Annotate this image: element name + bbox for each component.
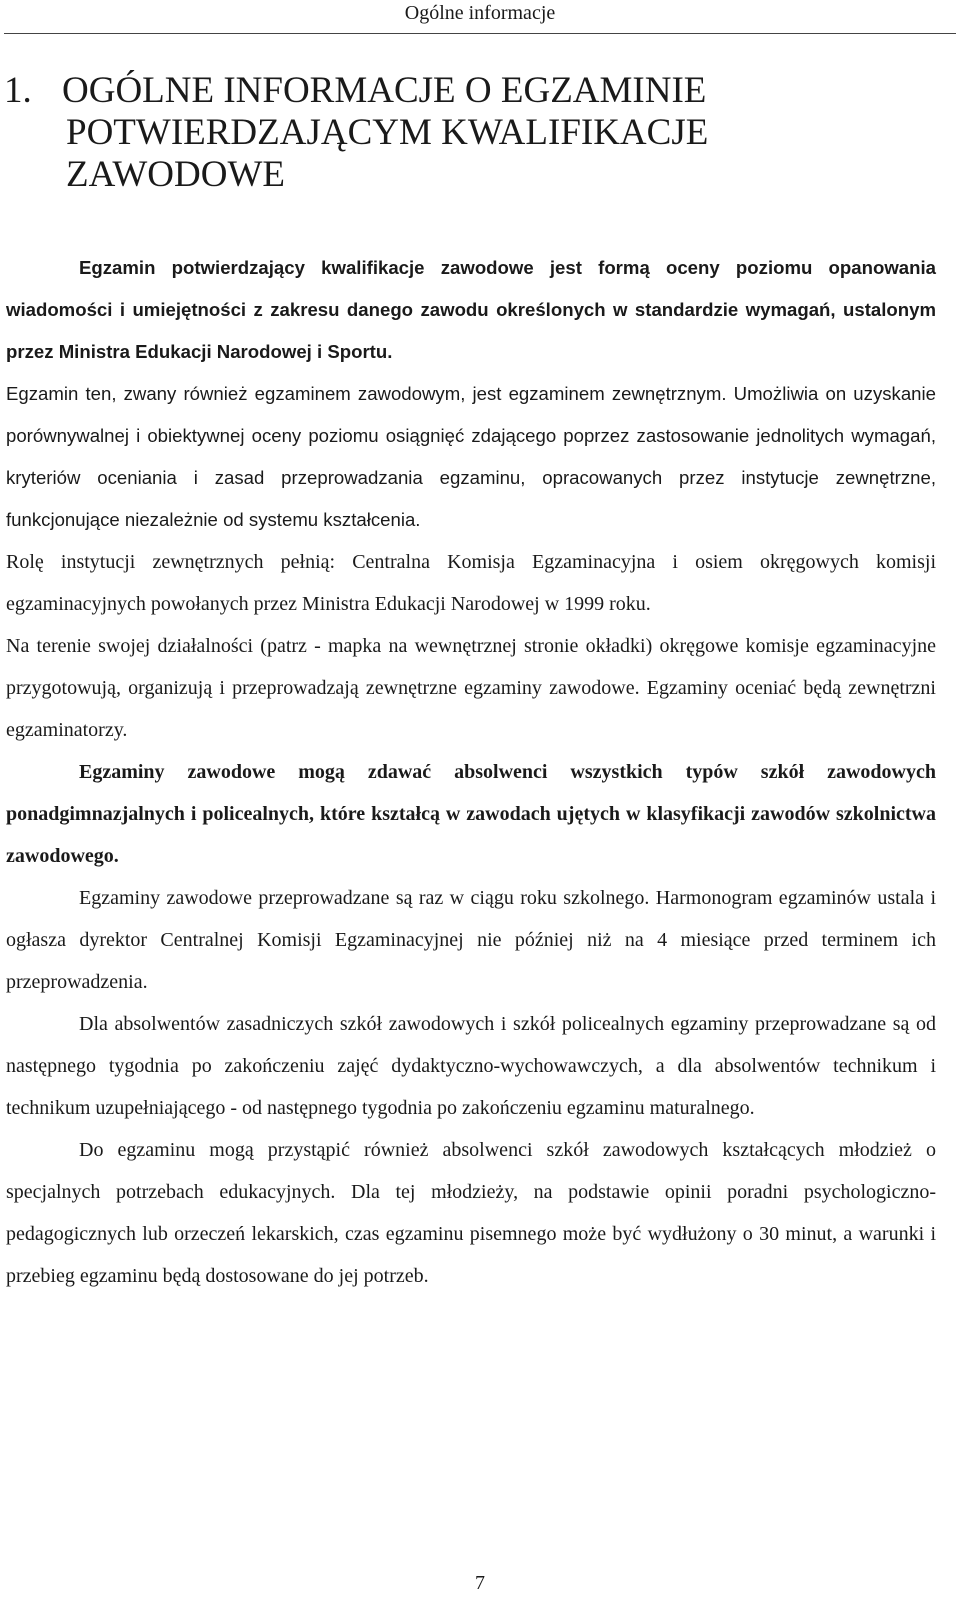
body-text (6, 247, 936, 1297)
paragraph-schedule: Egzaminy zawodowe przeprowadzane są raz w ciągu roku szkolnego. Harmonogram egzaminów ustala i ogłasza dyrektor Centralnej Komisji Egzaminacyjnej nie później niż na 4 miesiące przed terminem ich przeprowadzenia. (6, 887, 936, 993)
chapter-title-text-1: OGÓLNE INFORMACJE O EGZAMINIE (62, 70, 707, 111)
paragraph-eligibility: Egzaminy zawodowe mogą zdawać absolwenci wszystkich typów szkół zawodowych ponadgimnazjalnych i policealnych, które kształcą w zawodach ujętych w klasyfikacji zawodów szkolnictwa zawodowego. (6, 761, 936, 867)
header-divider (4, 33, 956, 34)
page-number: 7 (475, 1572, 485, 1594)
paragraph-timing: Dla absolwentów zasadniczych szkół zawodowych i szkół policealnych egzaminy przeprowadzane są od następnego tygodnia po zakończeniu zajęć dydaktyczno-wychowawczych, a dla absolwentów technikum i technikum uzupełniającego - od następnego tygodnia po zakończeniu egzaminu maturalnego. (6, 1013, 936, 1119)
chapter-title-line-3: ZAWODOWE (66, 154, 285, 195)
paragraph-institutions: Rolę instytucji zewnętrznych pełnią: Centralna Komisja Egzaminacyjna i osiem okręgowych komisji egzaminacyjnych powołanych przez Ministra Edukacji Narodowej w 1999 roku. (6, 551, 936, 615)
paragraph-definition: Egzamin potwierdzający kwalifikacje zawodowe jest formą oceny poziomu opanowania wiadomości i umiejętności z zakresu danego zawodu określonych w standardzie wymagań, ustalonym przez Ministra Edukacji Narodowej i Sportu. (6, 257, 936, 362)
paragraph-special-needs: Do egzaminu mogą przystąpić również absolwenci szkół zawodowych kształcących młodzież o specjalnych potrzebach edukacyjnych. Dla tej młodzieży, na podstawie opinii poradni psychologiczno-pedagogicznych lub orzeczeń lekarskich, czas egzaminu pisemnego może być wydłużony o 30 minut, a warunki i przebieg egzaminu będą dostosowane do jej potrzeb. (6, 1139, 936, 1287)
running-header: Ogólne informacje (404, 2, 556, 24)
chapter-number: 1. (4, 70, 32, 111)
chapter-title (4, 70, 944, 196)
chapter-title-line-2: POTWIERDZAJĄCYM KWALIFIKACJE (66, 112, 709, 153)
paragraph-regional-commissions: Na terenie swojej działalności (patrz - mapka na wewnętrznej stronie okładki) okręgowe komisje egzaminacyjne przygotowują, organizują i przeprowadzają zewnętrzne egzaminy zawodowe. Egzaminy oceniać będą zewnętrzni egzaminatorzy. (6, 635, 936, 741)
paragraph-external-exam: Egzamin ten, zwany również egzaminem zawodowym, jest egzaminem zewnętrznym. Umożliwia on uzyskanie porównywalnej i obiektywnej oceny poziomu osiągnięć zdającego poprzez zastosowanie jednolitych wymagań, kryteriów oceniania i zasad przeprowadzania egzaminu, opracowanych przez instytucje zewnętrzne, funkcjonujące niezależnie od systemu kształcenia. (6, 383, 936, 530)
chapter-title-line-1 (4, 70, 944, 112)
